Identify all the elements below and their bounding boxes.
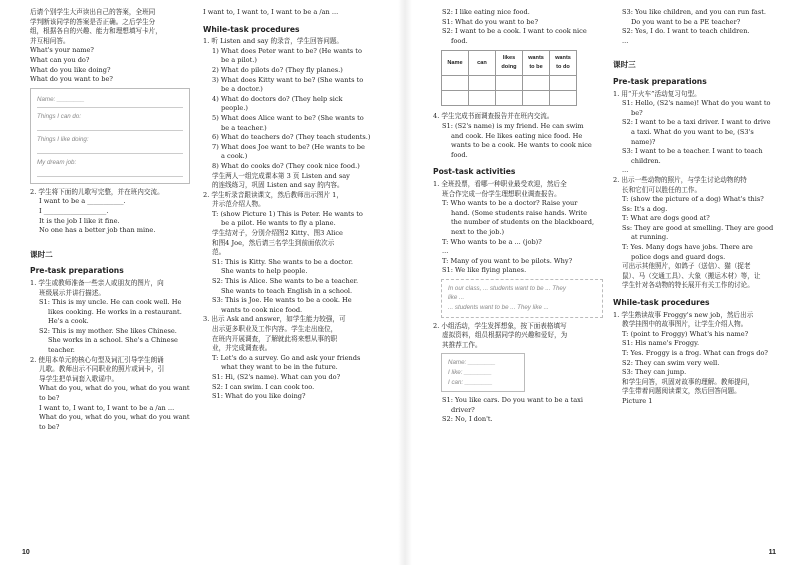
dialogue-line: the number of students on the blackboard, (451, 218, 595, 227)
dialogue-line: She wants to teach English in a school. (221, 286, 353, 295)
card-like-field: I like: ________ (448, 369, 492, 377)
dialogue-line: S2: I like eating nice food. (442, 8, 530, 16)
dialogue-line: S2: This is Alice. She wants to be a teacher. (212, 277, 359, 286)
table-cell (523, 91, 550, 106)
table-cell (496, 76, 523, 91)
step-heading: 2. 学生听录音跟读课文，然后教师出示图片 1， (203, 190, 343, 199)
dialogue-line: name)? (631, 137, 656, 146)
dialogue-line: S3: I want to be a teacher. I want to teach (622, 147, 763, 156)
dialogue-line: S1: Hi, (S2's name). What can you do? (212, 372, 341, 381)
profile-card (441, 353, 525, 392)
qa-line: 8) What do cooks do? (They cook nice food.) (212, 161, 360, 170)
qa-line: 1) What does Peter want to be? (He wants to (212, 46, 362, 55)
text-line: 教学挂图中的故事图片，让学生介绍人物。 (622, 320, 748, 329)
dialogue-line: T: (show the picture of a dog) What's this? (622, 195, 764, 204)
report-template-box (441, 279, 603, 318)
card-things-field: Things I can do: (37, 110, 183, 131)
section-heading: While-task procedures (613, 298, 710, 308)
chant-line: to be? (39, 394, 60, 403)
intro-paragraph (30, 8, 190, 46)
dialogue-line: police dogs and guard dogs. (631, 252, 726, 261)
chant-line: What do you, what do you, what do you want (39, 384, 190, 393)
dialogue-line: wants to be a cook. He wants to cook nice (451, 141, 592, 150)
dialogue-line: S1: What do you like doing? (212, 392, 306, 401)
chant-line: I ___________________. (39, 206, 109, 215)
qa-line: be a teacher.) (221, 123, 267, 132)
dialogue-line: S1: You like cars. Do you want to be a taxi (442, 396, 584, 405)
report-line: In our class, ... students want to be ... They (448, 284, 566, 292)
right-page-column-1 (433, 8, 603, 425)
dialogue-line: T: Many of you want to be pilots. Why? (442, 256, 573, 265)
text-line: 和学生问答，巩固对故事的理解。教师提问， (622, 377, 754, 386)
dialogue-line: be a pilot. He wants to fly a plane. (221, 219, 336, 228)
dialogue-line: S1: This is my uncle. He can cook well. He (39, 298, 182, 307)
qa-line: 3) What does Kitty want to be? (She wants to (212, 75, 364, 84)
dialogue-line: She works in a school. She's a Chinese (48, 336, 178, 345)
text-line: 后请个别学生大声读出自己的答案，全班同 (30, 8, 156, 16)
text-line: 并示范介绍人物。 (212, 200, 265, 209)
left-page-column-1 (30, 8, 190, 432)
qa-line: 6) What do teachers do? (They teach students.) (212, 133, 371, 142)
survey-table (441, 50, 577, 106)
dialogue-line: S2: This is my mother. She likes Chinese. (39, 326, 177, 335)
table-cell (550, 91, 577, 106)
text-line: 学生两人一组完成课本第 3 页 Listen and say (212, 171, 350, 180)
card-name-field: Name: ________ (37, 93, 183, 108)
text-line: 业，并完成调查表。 (212, 344, 272, 353)
report-line: ... students want to be ... They like ... (448, 304, 549, 312)
step-heading: 2. 学生将下面的儿歌写完整，并在班内交流。 (30, 187, 164, 196)
dialogue-line: T: Who wants to be a doctor? Raise your (442, 199, 578, 208)
table-header: wants to be (523, 51, 550, 76)
table-row (442, 76, 577, 91)
text-line: Picture 1 (622, 396, 653, 405)
chant-line: What do you, what do you, what do you want (39, 413, 190, 422)
chant-line: I want to be a ___________. (39, 197, 126, 206)
text-line: 长和它们可以胜任的工作。 (622, 185, 702, 194)
text-line: 班合作完成一份学生理想职业调查报告。 (442, 189, 561, 198)
text-line: 学生针对各动物的特长展开有关工作的讨论。 (622, 281, 754, 290)
dialogue-line: S3: They can jump. (622, 368, 687, 377)
card-dream-field: My dream job: (37, 156, 183, 177)
table-cell (496, 91, 523, 106)
table-header-row (442, 51, 577, 76)
right-page-column-2 (613, 8, 783, 407)
table-cell (469, 91, 496, 106)
table-header: wants to do (550, 51, 577, 76)
qa-line: 4) What do doctors do? (They help sick (212, 94, 343, 103)
question-line: What do you want to be? (30, 75, 113, 84)
dialogue-line: wants to cook nice food. (221, 305, 303, 314)
page-number-left: 10 (22, 549, 30, 556)
table-cell (523, 76, 550, 91)
step-heading: 3. 出示 Ask and answer，如学生能力较强，可 (203, 315, 346, 324)
qa-line: be a doctor.) (221, 85, 263, 94)
chant-line: I want to, I want to, I want to be a /an ... (203, 8, 339, 16)
dialogue-line: S2: I want to be a cook. I want to cook nice (442, 27, 587, 36)
text-line: 2. 使用本单元的核心句型及词汇引导学生朗诵 (30, 355, 164, 364)
text-line: 学判断该同学的答案是否正确。之后学生分 (30, 17, 156, 26)
step-heading: 1. 学生熟读故事 Froggy's new job，然后出示 (613, 310, 754, 319)
dialogue-line: T: What are dogs good at? (622, 214, 710, 223)
text-line: 学生带着问题阅读课文，然后回答问题。 (622, 387, 741, 396)
dialogue-line: He's a cook. (48, 317, 89, 326)
dialogue-line: T: Yes. Froggy is a frog. What can frogs do? (622, 349, 768, 357)
qa-line: a cook.) (221, 152, 248, 161)
card-name-field: Name: ________ (448, 359, 496, 367)
lesson-heading: 课时三 (613, 60, 636, 70)
section-heading: While-task procedures (203, 24, 300, 34)
dialogue-line: She wants to help people. (221, 267, 308, 276)
dialogue-line: next to the job.) (451, 227, 505, 236)
page-number-right: 11 (768, 549, 776, 556)
text-line: 1. 学生或教师准备一些亲人或朋友的图片，向 (30, 278, 164, 287)
dialogue-line: S1: We like flying planes. (442, 266, 527, 275)
chant-line: to be? (39, 422, 60, 431)
step-heading: 2. 出示一些动物的照片，与学生讨论动物的特 (613, 175, 747, 184)
dialogue-line: S2: They can swim very well. (622, 358, 720, 367)
text-line: 和图4 Joe，然后请三名学生到前面依次示 (212, 238, 335, 247)
dialogue-line: ... (622, 36, 629, 45)
dialogue-line: Do you want to be a PE teacher? (631, 17, 741, 26)
dialogue-line: S1: (S2's name) is my friend. He can swim (442, 121, 584, 130)
dialogue-line: S1: His name's Froggy. (622, 339, 700, 348)
qa-line: 7) What does Joe want to be? (He wants to be (212, 142, 365, 151)
step-heading: 1. 用“开火车”活动复习句型。 (613, 89, 701, 98)
question-line: What's your name? (30, 46, 94, 55)
dialogue-line: Ss: They are good at smelling. They are good (622, 223, 774, 232)
qa-line: be a pilot.) (221, 56, 257, 65)
dialogue-line: T: Let's do a survey. Go and ask your friends (212, 353, 361, 362)
text-line: 并互相问答。 (30, 36, 70, 45)
dialogue-line: driver? (451, 405, 475, 414)
qa-line: 5) What does Alice want to be? (She wants to (212, 113, 364, 122)
lesson-heading: 课时二 (30, 249, 53, 259)
text-line: 出示更多职业及工作内容。学生走出座位， (212, 325, 338, 333)
text-line: 导学生把单词套入歌谣中。 (39, 374, 119, 383)
table-cell (442, 76, 469, 91)
dialogue-line: food. (451, 36, 468, 45)
text-line: 组，根据各自的兴趣、能力和理想填写卡片， (30, 27, 162, 36)
step-heading: 1. 听 Listen and say 的录音，学生回答问题。 (203, 37, 344, 46)
text-line: 鼠）、马（交通工具）、大象（搬运木材）等，让 (622, 271, 761, 280)
text-line: 范。 (212, 248, 226, 257)
section-heading: Pre-task preparations (30, 266, 124, 276)
table-cell (469, 76, 496, 91)
qa-line: people.) (221, 104, 248, 113)
dialogue-line: teacher. (48, 346, 75, 355)
dialogue-line: S2: I can swim. I can cook too. (212, 382, 315, 391)
dialogue-line: hand. (Some students raise hands. Write (451, 208, 588, 217)
dialogue-line: ... (442, 247, 449, 256)
table-header: Name (442, 51, 469, 76)
dialogue-line: S1: Hello, (S2's name)! What do you want to (622, 99, 771, 108)
text-line: 学生结对子，分别介绍图2 Kitty、图3 Alice (212, 229, 343, 238)
report-line: like ... (448, 294, 465, 302)
table-header: can (469, 51, 496, 76)
text-line: 虚拟资料，组员根据同学的兴趣和爱好，为 (442, 331, 568, 340)
dialogue-line: T: (point to Froggy) What's his name? (622, 329, 749, 338)
card-can-field: I can: ________ (448, 378, 493, 386)
table-header: likes doing (496, 51, 523, 76)
table-row (442, 91, 577, 106)
text-line: 的连线练习，巩固 Listen and say 的内容。 (212, 181, 344, 190)
dialogue-line: at running. (631, 233, 669, 242)
dialogue-line: S2: Yes, I do. I want to teach children. (622, 27, 750, 36)
dialogue-line: be? (631, 108, 643, 117)
dialogue-line: S2: No, I don't. (442, 415, 493, 424)
table-cell (442, 91, 469, 106)
dialogue-line: S3: This is Joe. He wants to be a cook. He (212, 296, 352, 305)
text-line: 儿歌。教师出示不同职业的照片或词卡，引 (39, 365, 165, 374)
chant-line: No one has a better job than mine. (39, 226, 156, 235)
chant-line: It is the job I like it fine. (39, 216, 120, 225)
card-like-field: Things I like doing: (37, 133, 183, 154)
dialogue-line: S1: This is Kitty. She wants to be a doctor. (212, 257, 353, 266)
dialogue-line: children. (631, 156, 661, 165)
question-line: What do you like doing? (30, 65, 111, 74)
step-heading: 4. 学生完成书面调查报告并在班内交流。 (433, 112, 554, 121)
question-line: What can you do? (30, 55, 90, 64)
dialogue-line: S3: You like children, and you can run fast. (622, 8, 766, 16)
dialogue-line: food. (451, 150, 468, 159)
chant-line: I want to, I want to, I want to be a /an ... (39, 403, 175, 412)
table-cell (550, 76, 577, 91)
book-gutter (398, 0, 412, 565)
section-heading: Post-task activities (433, 167, 516, 177)
dialogue-line: T: Who wants to be a ... (job)? (442, 237, 542, 246)
dialogue-line: likes cooking. He works in a restaurant. (48, 307, 182, 316)
step-heading: 2. 小组活动，学生发挥想象，按下面表格填写 (433, 321, 567, 330)
profile-card (30, 88, 190, 184)
dialogue-line: Ss: It's a dog. (622, 204, 668, 213)
qa-line: 2) What do pilots do? (They fly planes.) (212, 65, 343, 74)
dialogue-line: and cook. He likes eating nice food. He (451, 131, 583, 140)
dialogue-line: S2: I want to be a taxi driver. I want to drive (622, 118, 771, 127)
dialogue-line: T: (show Picture 1) This is Peter. He wants to (212, 209, 363, 218)
text-line: 班级展示并讲行描述。 (39, 288, 105, 297)
section-heading: Pre-task preparations (613, 76, 707, 86)
dialogue-line: ... (622, 166, 629, 175)
left-page-column-2 (203, 8, 373, 402)
text-line: 在班内开展调查，了解就此将来想从事的职 (212, 334, 338, 343)
text-line: 可出示其他照片，如鸽子（送信）、猫（捉老 (622, 262, 751, 271)
dialogue-line: what they want to be in the future. (221, 363, 338, 372)
dialogue-line: T: Yes. Many dogs have jobs. There are (622, 243, 753, 252)
text-line: 其推荐工作。 (442, 340, 482, 349)
dialogue-line: a taxi. What do you want to be, (S3's (631, 127, 754, 136)
step-heading: 1. 全班投票，看哪一种职业最受欢迎，然后全 (433, 179, 567, 188)
dialogue-line: S1: What do you want to be? (442, 17, 538, 26)
